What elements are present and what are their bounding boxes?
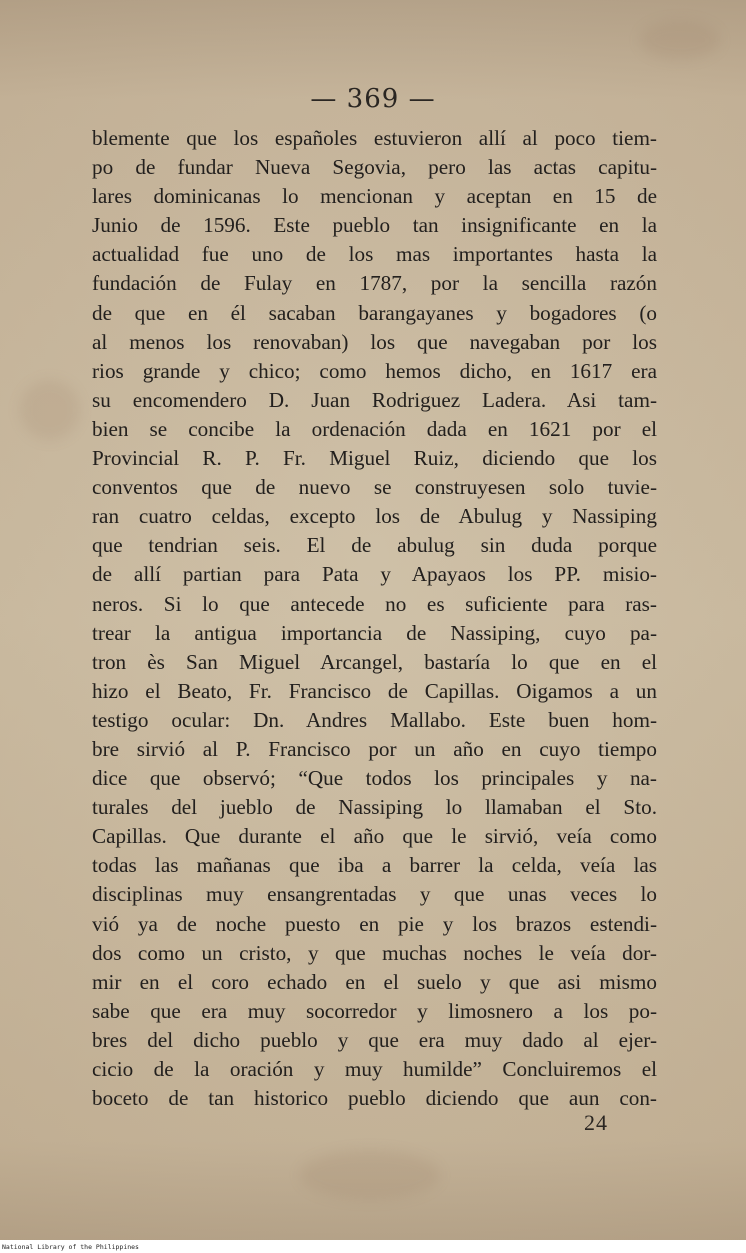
text-line: su encomendero D. Juan Rodriguez Ladera. Asi tam- (92, 387, 657, 412)
text-line: cicio de la oración y muy humilde” Concluiremos el (92, 1057, 657, 1081)
text-line: rios grande y chico; como hemos dicho, en 1617 era (92, 358, 657, 383)
text-line: conventos que de nuevo se construyesen solo tuvie- (92, 475, 657, 500)
text-line: de que en él sacaban barangayanes y bogadores (o (92, 300, 657, 325)
text-line: tron ès San Miguel Arcangel, bastaría lo que en el (92, 649, 657, 674)
text-line: testigo ocular: Dn. Andres Mallabo. Este buen hom- (92, 707, 657, 732)
text-line: boceto de tan historico pueblo diciendo que aun con- (92, 1086, 657, 1111)
text-line: dos como un cristo, y que muchas noches le veía dor- (92, 940, 657, 965)
text-line: hizo el Beato, Fr. Francisco de Capillas. Oigamos a un (92, 678, 657, 703)
text-line: sabe que era muy socorredor y limosnero a los po- (92, 998, 657, 1023)
text-line: de allí partian para Pata y Apayaos los PP. misio- (92, 562, 657, 587)
text-line: po de fundar Nueva Segovia, pero las actas capitu- (92, 155, 657, 180)
text-line: blemente que los españoles estuvieron allí al poco tiem- (92, 126, 657, 150)
text-line: trear la antigua importancia de Nassiping, cuyo pa- (92, 620, 657, 645)
text-line: Capillas. Que durante el año que le sirvió, veía como (92, 824, 657, 849)
text-line: Provincial R. P. Fr. Miguel Ruiz, diciendo que los (92, 446, 657, 471)
text-line: mir en el coro echado en el suelo y que asi mismo (92, 969, 657, 994)
text-line: al menos los renovaban) los que navegaban por los (92, 329, 657, 354)
text-line: neros. Si lo que antecede no es suficiente para ras- (92, 591, 657, 616)
body-text (92, 124, 657, 1113)
signature-mark: 24 (584, 1110, 608, 1135)
text-line: dice que observó; “Que todos los principales y na- (92, 766, 657, 791)
text-line: todas las mañanas que iba a barrer la celda, veía las (92, 853, 657, 878)
text-line: Junio de 1596. Este pueblo tan insignificante en la (92, 213, 657, 238)
text-line: disciplinas muy ensangrentadas y que unas veces lo (92, 882, 657, 907)
text-line: bres del dicho pueblo y que era muy dado al ejer- (92, 1027, 657, 1052)
text-line: turales del jueblo de Nassiping lo llamaban el Sto. (92, 795, 657, 820)
page-number-header: — 369 — (310, 84, 436, 114)
text-line: que tendrian seis. El de abulug sin duda porque (92, 533, 657, 558)
library-credit: National Library of the Philippines (2, 1243, 139, 1251)
text-line: actualidad fue uno de los mas importantes hasta la (92, 242, 657, 267)
text-line: fundación de Fulay en 1787, por la sencilla razón (92, 271, 657, 296)
text-line: vió ya de noche puesto en pie y los brazos estendi- (92, 911, 657, 936)
text-line: bien se concibe la ordenación dada en 1621 por el (92, 416, 657, 441)
text-line: lares dominicanas lo mencionan y aceptan en 15 de (92, 184, 657, 209)
text-line: bre sirvió al P. Francisco por un año en cuyo tiempo (92, 736, 657, 761)
text-line: ran cuatro celdas, excepto los de Abulug y Nassiping (92, 504, 657, 529)
